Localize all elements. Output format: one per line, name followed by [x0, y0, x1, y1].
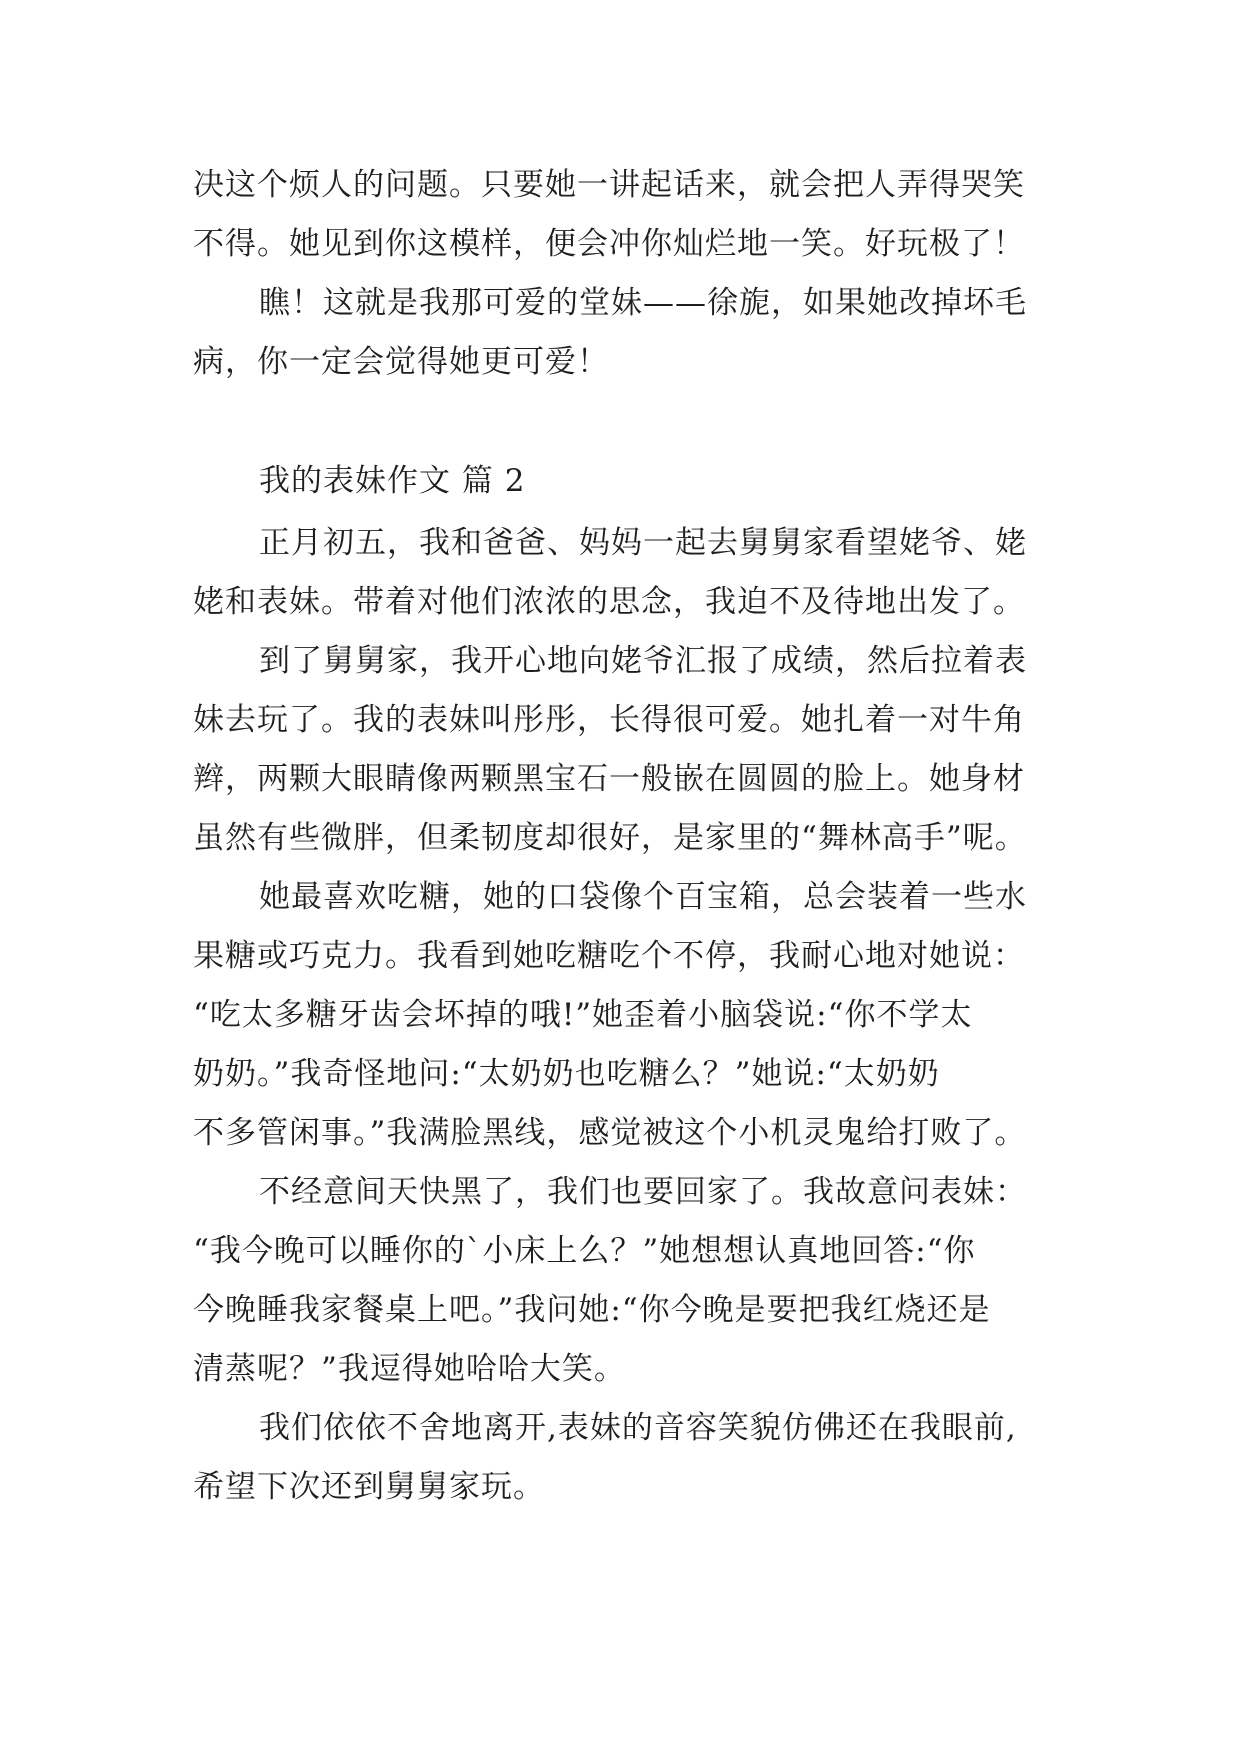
- paragraph-line: 虽然有些微胖，但柔韧度却很好，是家里的“舞林高手”呢。: [193, 820, 1027, 856]
- paragraph-4: [193, 632, 1073, 868]
- paragraph-5: [193, 868, 1073, 1163]
- paragraph-line: 病，你一定会觉得她更可爱！: [193, 344, 609, 380]
- paragraph-line: 到了舅舅家，我开心地向姥爷汇报了成绩，然后拉着表: [259, 643, 1027, 679]
- paragraph-1: [193, 156, 1073, 274]
- paragraph-3: [193, 514, 1073, 632]
- paragraph-line: 不多管闲事。”我满脸黑线，感觉被这个小机灵鬼给打败了。: [193, 1115, 1027, 1151]
- paragraph-line: 姥和表妹。带着对他们浓浓的思念，我迫不及待地出发了。: [193, 584, 1025, 620]
- paragraph-7: [193, 1399, 1073, 1517]
- section-1: [193, 156, 1073, 392]
- paragraph-line: 妹去玩了。我的表妹叫彤彤，长得很可爱。她扎着一对牛角: [193, 702, 1025, 738]
- essay-heading: [193, 452, 1073, 511]
- paragraph-line: “吃太多糖牙齿会坏掉的哦!”她歪着小脑袋说:“你不学太: [193, 997, 973, 1033]
- paragraph-line: 奶奶。”我奇怪地问:“太奶奶也吃糖么？”她说:“太奶奶: [193, 1056, 940, 1092]
- paragraph-line: 正月初五，我和爸爸、妈妈一起去舅舅家看望姥爷、姥: [259, 525, 1027, 561]
- paragraph-line: 不经意间天快黑了，我们也要回家了。我故意问表妹：: [259, 1174, 1027, 1210]
- paragraph-line: “我今晚可以睡你的`小床上么？”她想想认真地回答:“你: [193, 1233, 976, 1269]
- paragraph-line: 清蒸呢？”我逗得她哈哈大笑。: [193, 1351, 626, 1387]
- paragraph-6: [193, 1163, 1073, 1399]
- paragraph-line: 果糖或巧克力。我看到她吃糖吃个不停，我耐心地对她说：: [193, 938, 1025, 974]
- paragraph-line: 不得。她见到你这模样，便会冲你灿烂地一笑。好玩极了！: [193, 226, 1025, 262]
- paragraph-line: 希望下次还到舅舅家玩。: [193, 1469, 545, 1505]
- paragraph-line: 决这个烦人的问题。只要她一讲起话来，就会把人弄得哭笑: [193, 167, 1025, 203]
- paragraph-line: 她最喜欢吃糖，她的口袋像个百宝箱，总会装着一些水: [259, 879, 1027, 915]
- paragraph-line: 今晚睡我家餐桌上吧。”我问她:“你今晚是要把我红烧还是: [193, 1292, 991, 1328]
- paragraph-line: 我们依依不舍地离开,表妹的音容笑貌仿佛还在我眼前,: [259, 1410, 1017, 1446]
- section-2: [193, 514, 1073, 1517]
- paragraph-2: [193, 274, 1073, 392]
- paragraph-line: 瞧！这就是我那可爱的堂妹——徐旎，如果她改掉坏毛: [259, 285, 1027, 321]
- paragraph-line: 辫，两颗大眼睛像两颗黑宝石一般嵌在圆圆的脸上。她身材: [193, 761, 1025, 797]
- heading-text: 我的表妹作文 篇 2: [259, 463, 526, 499]
